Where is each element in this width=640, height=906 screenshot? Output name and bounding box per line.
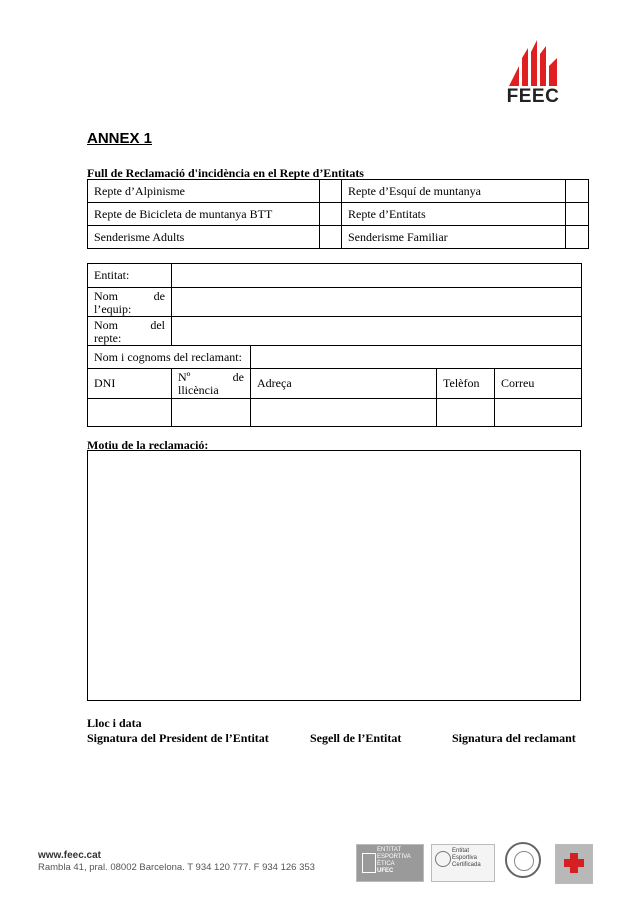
motiu-title: Motiu de la reclamació:: [87, 438, 209, 452]
reclamant-field[interactable]: [251, 346, 582, 369]
option-checkbox[interactable]: [566, 226, 589, 249]
reclamant-label: Nom i cognoms del reclamant:: [88, 346, 251, 369]
option-checkbox[interactable]: [320, 180, 342, 203]
certificate-icon: [435, 851, 451, 867]
option-checkbox[interactable]: [566, 180, 589, 203]
ethical-entity-badge: ENTITAT ESPORTIVA ÈTICA UFEC: [356, 844, 424, 882]
certified-entity-badge: Entitat Esportiva Certificada: [431, 844, 495, 882]
dni-field[interactable]: [88, 399, 172, 427]
nom-repte-label: Nom del repte:: [88, 317, 172, 346]
entitat-label: Entitat:: [88, 264, 172, 288]
annex-title: ANNEX 1: [87, 130, 153, 147]
entitat-field[interactable]: [172, 264, 582, 288]
motiu-textarea[interactable]: [87, 450, 581, 701]
llicencia-label: Nº de llicència: [172, 369, 251, 399]
lloc-data-label: Lloc i data: [87, 716, 142, 730]
footer-website: www.feec.cat: [38, 850, 101, 861]
table-row: [88, 369, 582, 399]
nom-equip-field[interactable]: [172, 288, 582, 317]
seal-icon: [505, 842, 541, 878]
feec-logo: [505, 40, 561, 106]
president-signature-label: Signatura del President de l’Entitat: [87, 731, 269, 745]
telefon-label: Telèfon: [437, 369, 495, 399]
llicencia-field[interactable]: [172, 399, 251, 427]
shield-icon: [362, 853, 376, 873]
logo-text: FEEC: [506, 86, 560, 107]
option-label: Repte de Bicicleta de muntanya BTT: [88, 203, 320, 226]
table-row: [88, 226, 589, 249]
option-label: Senderisme Familiar: [342, 226, 566, 249]
option-checkbox[interactable]: [320, 226, 342, 249]
table-row: [88, 180, 589, 203]
segell-label: Segell de l’Entitat: [310, 731, 402, 745]
option-checkbox[interactable]: [566, 203, 589, 226]
red-cross-badge: [555, 844, 593, 884]
table-row: [88, 264, 582, 288]
entity-details-table: [87, 263, 582, 427]
option-label: Repte d’Alpinisme: [88, 180, 320, 203]
option-label: Repte d’Esquí de muntanya: [342, 180, 566, 203]
correu-field[interactable]: [495, 399, 582, 427]
repte-options-table: [87, 179, 589, 249]
dni-label: DNI: [88, 369, 172, 399]
table-row: [88, 203, 589, 226]
table-row: [88, 399, 582, 427]
table-row: [88, 346, 582, 369]
footer-address: Rambla 41, pral. 08002 Barcelona. T 934 120 777. F 934 126 353: [38, 862, 315, 873]
option-label: Senderisme Adults: [88, 226, 320, 249]
adreca-field[interactable]: [251, 399, 437, 427]
reclamant-signature-label: Signatura del reclamant: [452, 731, 576, 745]
nom-equip-label: Nom de l’equip:: [88, 288, 172, 317]
adreca-label: Adreça: [251, 369, 437, 399]
option-checkbox[interactable]: [320, 203, 342, 226]
table-row: [88, 288, 582, 317]
correu-label: Correu: [495, 369, 582, 399]
mountain-logo-icon: [505, 40, 561, 86]
nom-repte-field[interactable]: [172, 317, 582, 346]
telefon-field[interactable]: [437, 399, 495, 427]
table-row: [88, 317, 582, 346]
option-label: Repte d’Entitats: [342, 203, 566, 226]
form-title: Full de Reclamació d'incidència en el Repte d’Entitats: [87, 166, 364, 180]
